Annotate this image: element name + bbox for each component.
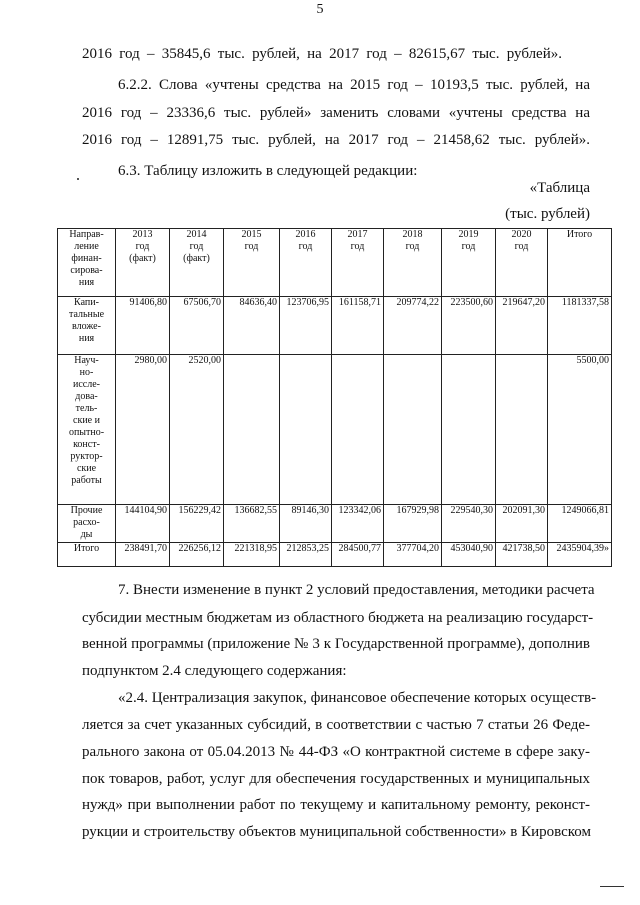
cell-value xyxy=(280,355,332,505)
text-line-1: 2016 год – 35845,6 тыс. рублей, на 2017 год – 82615,67 тыс. рублей». xyxy=(82,46,562,62)
text-after-10: рукции и строительству объектов муниципальной собственности» в Кировском xyxy=(82,824,592,840)
scan-edge-mark xyxy=(600,886,624,887)
text-after-4: подпунктом 2.4 следующего содержания: xyxy=(82,663,347,679)
text-line-5: 6.3. Таблицу изложить в следующей редакции: xyxy=(118,163,418,179)
cell-value: 202091,30 xyxy=(496,505,548,543)
cell-value: 2435904,39» xyxy=(548,543,612,567)
cell-value: 223500,60 xyxy=(442,297,496,355)
table-unit: (тыс. рублей) xyxy=(505,206,590,222)
text-after-8: пок товаров, работ, услуг для обеспечения государственных и муниципальных xyxy=(82,771,590,787)
table-row xyxy=(58,297,612,355)
header-col-8: 2020 год xyxy=(496,229,548,297)
cell-value xyxy=(496,355,548,505)
cell-value: 156229,42 xyxy=(170,505,224,543)
cell-value: 453040,90 xyxy=(442,543,496,567)
cell-value: 219647,20 xyxy=(496,297,548,355)
financing-table xyxy=(57,228,612,567)
cell-value xyxy=(442,355,496,505)
cell-value: 167929,98 xyxy=(384,505,442,543)
cell-value: 284500,77 xyxy=(332,543,384,567)
cell-value: 421738,50 xyxy=(496,543,548,567)
cell-value: 136682,55 xyxy=(224,505,280,543)
cell-value: 1249066,81 xyxy=(548,505,612,543)
text-line-4: 2016 год – 12891,75 тыс. рублей, на 2017 год – 21458,62 тыс. рублей». xyxy=(82,132,590,148)
cell-value xyxy=(332,355,384,505)
header-col-7: 2019 год xyxy=(442,229,496,297)
table-row xyxy=(58,543,612,567)
text-after-1: 7. Внести изменение в пункт 2 условий предоставления, методики расчета xyxy=(118,582,595,598)
scan-speck xyxy=(77,178,79,180)
header-col-2: 2014 год (факт) xyxy=(170,229,224,297)
cell-value: 1181337,58 xyxy=(548,297,612,355)
cell-value: 229540,30 xyxy=(442,505,496,543)
cell-value: 91406,80 xyxy=(116,297,170,355)
cell-value: 123342,06 xyxy=(332,505,384,543)
header-col-9: Итого xyxy=(548,229,612,297)
text-after-2: субсидии местным бюджетам из областного бюджета на реализацию государст- xyxy=(82,610,594,626)
cell-value: 226256,12 xyxy=(170,543,224,567)
text-after-7: рального закона от 05.04.2013 № 44-ФЗ «О контрактной системе в сфере заку- xyxy=(82,744,590,760)
cell-value: 161158,71 xyxy=(332,297,384,355)
header-col-4: 2016 год xyxy=(280,229,332,297)
cell-value xyxy=(384,355,442,505)
cell-value: 209774,22 xyxy=(384,297,442,355)
table-row xyxy=(58,355,612,505)
header-col-1: 2013 год (факт) xyxy=(116,229,170,297)
cell-value: 89146,30 xyxy=(280,505,332,543)
cell-value: 377704,20 xyxy=(384,543,442,567)
cell-value: 221318,95 xyxy=(224,543,280,567)
cell-value: 67506,70 xyxy=(170,297,224,355)
cell-value: 238491,70 xyxy=(116,543,170,567)
table-caption: «Таблица xyxy=(529,180,590,196)
cell-value: 144104,90 xyxy=(116,505,170,543)
cell-value: 2520,00 xyxy=(170,355,224,505)
header-col-5: 2017 год xyxy=(332,229,384,297)
text-after-3: венной программы (приложение № 3 к Государственной программе), дополнив xyxy=(82,636,590,652)
text-after-9: нужд» при выполнении работ по текущему и капитальному ремонту, реконст- xyxy=(82,797,590,813)
text-after-5: «2.4. Централизация закупок, финансовое обеспечение которых осуществ- xyxy=(118,690,597,706)
text-line-2: 6.2.2. Слова «учтены средства на 2015 год – 10193,5 тыс. рублей, на xyxy=(118,77,590,93)
row-label: Науч- но- иссле- дова- тель- ские и опытно- конст- руктор- ские работы xyxy=(58,355,116,505)
table-row xyxy=(58,505,612,543)
cell-value: 84636,40 xyxy=(224,297,280,355)
header-col-6: 2018 год xyxy=(384,229,442,297)
cell-value: 212853,25 xyxy=(280,543,332,567)
cell-value: 2980,00 xyxy=(116,355,170,505)
row-label: Капи- тальные вложе- ния xyxy=(58,297,116,355)
header-col-3: 2015 год xyxy=(224,229,280,297)
table-header-row xyxy=(58,229,612,297)
cell-value: 123706,95 xyxy=(280,297,332,355)
row-label: Итого xyxy=(58,543,116,567)
cell-value xyxy=(224,355,280,505)
header-direction: Направ- ление финан- сирова- ния xyxy=(58,229,116,297)
cell-value: 5500,00 xyxy=(548,355,612,505)
page-number: 5 xyxy=(316,2,324,17)
text-line-3: 2016 год – 23336,6 тыс. рублей» заменить словами «учтены средства на xyxy=(82,105,590,121)
row-label: Прочие расхо- ды xyxy=(58,505,116,543)
text-after-6: ляется за счет указанных субсидий, в соответствии с частью 7 статьи 26 Феде- xyxy=(82,717,590,733)
